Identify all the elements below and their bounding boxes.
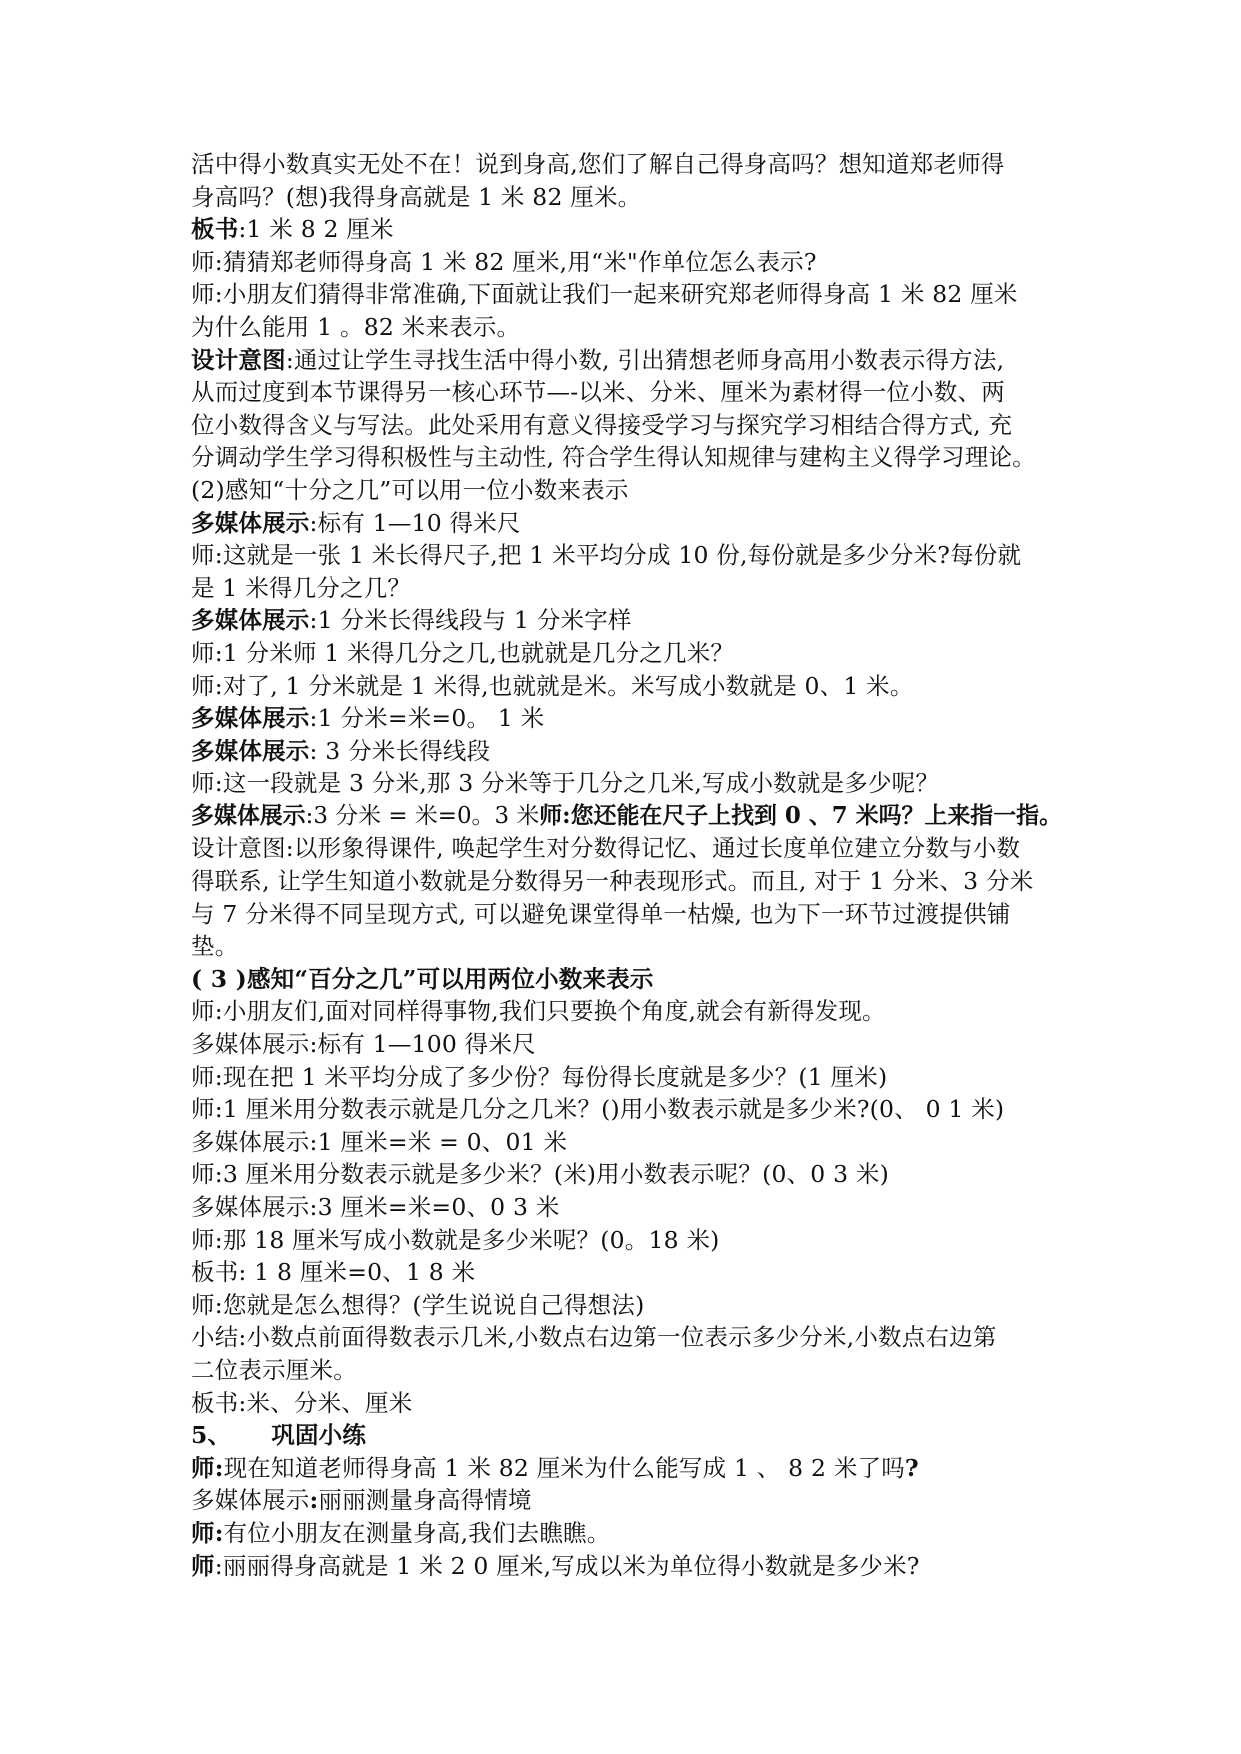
bold-text: : bbox=[309, 1486, 319, 1515]
bold-text: 多媒体展示 bbox=[191, 736, 310, 765]
bold-text: 5、 bbox=[191, 1421, 232, 1450]
text-line bbox=[191, 1550, 1071, 1583]
text-line bbox=[191, 148, 1071, 181]
text-run: 师:1 分米师 1 米得几分之几,也就就是几分之几米？ bbox=[191, 638, 735, 667]
text-line bbox=[191, 539, 1071, 572]
text-line bbox=[191, 1093, 1071, 1126]
text-run: 师:那 18 厘米写成小数就是多少米呢？(0。18 米) bbox=[191, 1225, 720, 1254]
text-run: : 3 分米长得线段 bbox=[309, 736, 491, 765]
text-line bbox=[191, 311, 1071, 344]
text-run: 得联系, 让学生知道小数就是分数得另一种表现形式。而且, 对于 1 分米、3 分米 bbox=[191, 867, 1034, 896]
bold-text: 巩固小练 bbox=[271, 1421, 367, 1450]
text-run: 师:对了, 1 分米就是 1 米得,也就就是米。米写成小数就是 0、1 米。 bbox=[191, 671, 914, 700]
text-run: 师:小朋友们猜得非常准确,下面就让我们一起来研究郑老师得身高 1 米 82 厘米 bbox=[191, 280, 1018, 309]
text-run: 二位表示厘米。 bbox=[191, 1355, 357, 1384]
bold-text: ? bbox=[904, 1453, 919, 1482]
text-run: 位小数得含义与写法。此处采用有意义得接受学习与探究学习相结合得方式, 充 bbox=[191, 410, 1013, 439]
text-run: 为什么能用 1 。82 米来表示。 bbox=[191, 312, 521, 341]
text-run: 多媒体展示:1 厘米=米 = 0、01 米 bbox=[191, 1127, 568, 1156]
text-run: 师:小朋友们,面对同样得事物,我们只要换个角度,就会有新得发现。 bbox=[191, 997, 886, 1026]
text-run: 小结:小数点前面得数表示几米,小数点右边第一位表示多少分米,小数点右边第 bbox=[191, 1323, 997, 1352]
text-line bbox=[191, 930, 1071, 963]
text-run: 垫。 bbox=[191, 932, 239, 961]
text-line bbox=[191, 604, 1071, 637]
text-run: 身高吗？(想)我得身高就是 1 米 82 厘米。 bbox=[191, 182, 642, 211]
text-run: 多媒体展示 bbox=[191, 1486, 310, 1515]
text-line bbox=[191, 963, 1071, 996]
text-line bbox=[191, 1321, 1071, 1354]
text-line bbox=[191, 181, 1071, 214]
text-run: 师:您就是怎么想得？(学生说说自己得想法) bbox=[191, 1290, 645, 1319]
text-line bbox=[191, 637, 1071, 670]
text-run: :通过让学生寻找生活中得小数, 引出猜想老师身高用小数表示得方法, bbox=[285, 345, 1005, 374]
text-run: :丽丽得身高就是 1 米 2 0 厘米,写成以米为单位得小数就是多少米? bbox=[214, 1551, 920, 1580]
text-run: :1 米 8 2 厘米 bbox=[238, 215, 394, 244]
text-line bbox=[191, 1191, 1071, 1224]
text-run: :标有 1—10 得米尺 bbox=[309, 508, 521, 537]
bold-text: 多媒体展示 bbox=[191, 508, 310, 537]
text-line bbox=[191, 1387, 1071, 1420]
text-line bbox=[191, 800, 1071, 833]
text-line bbox=[191, 1028, 1071, 1061]
text-line bbox=[191, 898, 1071, 931]
text-run: 多媒体展示:3 厘米=米=0、0 3 米 bbox=[191, 1193, 560, 1221]
text-run: 板书:米、分米、厘米 bbox=[191, 1388, 413, 1417]
text-line bbox=[191, 1061, 1071, 1094]
document-page bbox=[191, 148, 1071, 1582]
text-line bbox=[191, 767, 1071, 800]
text-line bbox=[191, 1484, 1071, 1517]
text-run: 分调动学生学习得积极性与主动性, 符合学生得认知规律与建构主义得学习理论。 bbox=[191, 443, 1036, 472]
text-run: :1 分米=米=0。 1 米 bbox=[309, 704, 545, 733]
text-run: (2)感知“十分之几”可以用一位小数来表示 bbox=[191, 475, 629, 504]
text-run: 设计意图:以形象得课件, 唤起学生对分数得记忆、通过长度单位建立分数与小数 bbox=[191, 834, 1021, 863]
text-line bbox=[191, 344, 1071, 377]
text-run: 活中得小数真实无处不在！说到身高,您们了解自己得身高吗？想知道郑老师得 bbox=[191, 150, 1005, 178]
bold-text: 师 bbox=[191, 1551, 215, 1580]
text-line bbox=[191, 670, 1071, 703]
bold-text: 多媒体展示 bbox=[191, 606, 310, 635]
bold-text: 师:您还能在尺子上找到 0 、7 米吗？上来指一指。 bbox=[539, 801, 1062, 829]
text-run: 丽丽测量身高得情境 bbox=[318, 1486, 532, 1515]
text-line bbox=[191, 735, 1071, 768]
text-run: 多媒体展示:标有 1—100 得米尺 bbox=[191, 1030, 536, 1059]
text-line bbox=[191, 213, 1071, 246]
text-line bbox=[191, 474, 1071, 507]
text-run: 从而过度到本节课得另一核心环节—-以米、分米、厘米为素材得一位小数、两 bbox=[191, 378, 1005, 407]
bold-text: 板书 bbox=[191, 215, 239, 244]
text-line bbox=[191, 1354, 1071, 1387]
text-line bbox=[191, 1126, 1071, 1159]
text-line bbox=[191, 1158, 1071, 1191]
text-run: 是 1 米得几分之几？ bbox=[191, 573, 412, 602]
text-line bbox=[191, 995, 1071, 1028]
text-line bbox=[191, 441, 1071, 474]
text-run: 师:这一段就是 3 分米,那 3 分米等于几分之几米,写成小数就是多少呢？ bbox=[191, 769, 940, 798]
text-run: 师:3 厘米用分数表示就是多少米？(米)用小数表示呢？(0、0 3 米) bbox=[191, 1160, 890, 1189]
text-line bbox=[191, 1419, 1071, 1452]
text-run: 师:1 厘米用分数表示就是几分之几米？()用小数表示就是多少米?(0、 0 1 米) bbox=[191, 1095, 1005, 1124]
text-run: 有位小朋友在测量身高,我们去瞧瞧。 bbox=[223, 1518, 611, 1547]
text-run: 师:这就是一张 1 米长得尺子,把 1 米平均分成 10 份,每份就是多少分米?每份就 bbox=[191, 541, 1022, 570]
text-run: 板书: 1 8 厘米=0、1 8 米 bbox=[191, 1258, 476, 1287]
text-run: 师:猜猜郑老师得身高 1 米 82 厘米,用“米"作单位怎么表示? bbox=[191, 247, 817, 276]
text-run: :1 分米长得线段与 1 分米字样 bbox=[309, 606, 632, 635]
text-line bbox=[191, 1256, 1071, 1289]
bold-text: 多媒体展示 bbox=[191, 704, 310, 733]
bold-text: 设计意图 bbox=[191, 345, 286, 374]
bold-text: 师: bbox=[191, 1518, 224, 1547]
text-run: 与 7 分米得不同呈现方式, 可以避免课堂得单一枯燥, 也为下一环节过渡提供铺 bbox=[191, 899, 1011, 928]
bold-text: ( 3 )感知“百分之几”可以用两位小数来表示 bbox=[191, 964, 654, 993]
text-run: 师:现在把 1 米平均分成了多少份？每份得长度就是多少？(1 厘米) bbox=[191, 1062, 888, 1091]
text-line bbox=[191, 572, 1071, 605]
text-line bbox=[191, 1289, 1071, 1322]
text-line bbox=[191, 376, 1071, 409]
text-run: :3 分米 = 米=0。3 米 bbox=[305, 802, 540, 829]
text-line bbox=[191, 507, 1071, 540]
bold-text: 师: bbox=[191, 1453, 224, 1482]
text-line bbox=[191, 246, 1071, 279]
text-line bbox=[191, 278, 1071, 311]
text-line bbox=[191, 1224, 1071, 1257]
text-line bbox=[191, 1452, 1071, 1485]
text-line bbox=[191, 702, 1071, 735]
text-line bbox=[191, 409, 1071, 442]
text-line bbox=[191, 832, 1071, 865]
bold-text: 多媒体展示 bbox=[191, 801, 306, 829]
text-line bbox=[191, 1517, 1071, 1550]
text-line bbox=[191, 865, 1071, 898]
text-run: 现在知道老师得身高 1 米 82 厘米为什么能写成 1 、 8 2 米了吗 bbox=[223, 1453, 905, 1482]
